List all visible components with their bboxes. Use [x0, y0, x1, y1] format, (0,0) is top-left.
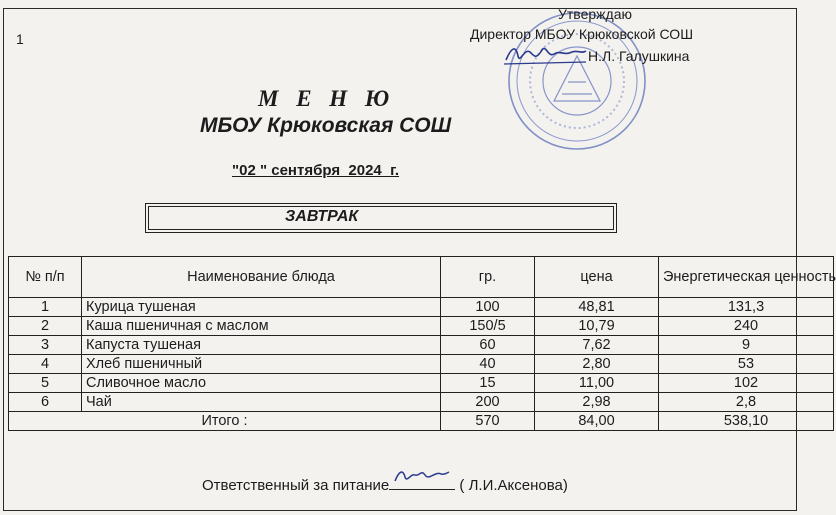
table-row: [9, 317, 834, 336]
row-grams: 60: [441, 336, 535, 355]
header-grams: гр.: [441, 257, 535, 298]
row-energy: 53: [659, 355, 834, 374]
row-name: Сливочное масло: [82, 374, 441, 393]
row-grams: 40: [441, 355, 535, 374]
row-price: 10,79: [535, 317, 659, 336]
header-name: Наименование блюда: [82, 257, 441, 298]
row-name: Хлеб пшеничный: [82, 355, 441, 374]
row-price: 7,62: [535, 336, 659, 355]
row-num: 5: [9, 374, 82, 393]
table-row: [9, 393, 834, 412]
row-name: Чай: [82, 393, 441, 412]
row-energy: 240: [659, 317, 834, 336]
table-header-row: [9, 257, 834, 298]
row-energy: 2,8: [659, 393, 834, 412]
approval-line-2: Директор МБОУ Крюковской СОШ: [470, 26, 694, 42]
row-name: Капуста тушеная: [82, 336, 441, 355]
row-num: 6: [9, 393, 82, 412]
row-grams: 15: [441, 374, 535, 393]
responsible-name: ( Л.И.Аксенова): [459, 477, 568, 494]
row-price: 48,81: [535, 298, 659, 317]
row-price: 2,98: [535, 393, 659, 412]
row-grams: 100: [441, 298, 535, 317]
director-name: Н.Л. Галушкина: [588, 48, 690, 64]
page-title: М Е Н Ю: [258, 86, 396, 111]
meal-label: ЗАВТРАК: [285, 208, 359, 225]
row-price: 2,80: [535, 355, 659, 374]
responsible-line: [202, 475, 568, 494]
approval-line-1: Утверждаю: [558, 6, 632, 22]
table-row: [9, 298, 834, 317]
signature-blank: [389, 475, 455, 490]
row-price: 11,00: [535, 374, 659, 393]
total-row: [9, 412, 834, 431]
row-energy: 9: [659, 336, 834, 355]
menu-table: [8, 256, 834, 431]
table-row: [9, 336, 834, 355]
row-energy: 131,3: [659, 298, 834, 317]
row-name: Курица тушеная: [82, 298, 441, 317]
table-row: [9, 355, 834, 374]
total-label: Итого :: [9, 412, 441, 431]
row-grams: 150/5: [441, 317, 535, 336]
header-energy: Энергетическая ценность: [659, 257, 834, 298]
row-energy: 102: [659, 374, 834, 393]
total-grams: 570: [441, 412, 535, 431]
director-signature: [502, 42, 588, 68]
row-num: 3: [9, 336, 82, 355]
header-price: цена: [535, 257, 659, 298]
row-num: 1: [9, 298, 82, 317]
responsible-label: Ответственный за питание: [202, 477, 390, 494]
header-num: № п/п: [9, 257, 82, 298]
menu-date: "02 " сентября 2024 г.: [232, 162, 400, 179]
row-num: 4: [9, 355, 82, 374]
school-name: МБОУ Крюковская СОШ: [200, 114, 452, 137]
total-energy: 538,10: [659, 412, 834, 431]
meal-box: [145, 203, 617, 233]
table-row: [9, 374, 834, 393]
responsible-signature: [391, 465, 451, 487]
row-name: Каша пшеничная с маслом: [82, 317, 441, 336]
total-price: 84,00: [535, 412, 659, 431]
row-num: 2: [9, 317, 82, 336]
row-grams: 200: [441, 393, 535, 412]
page-number: 1: [16, 31, 24, 47]
